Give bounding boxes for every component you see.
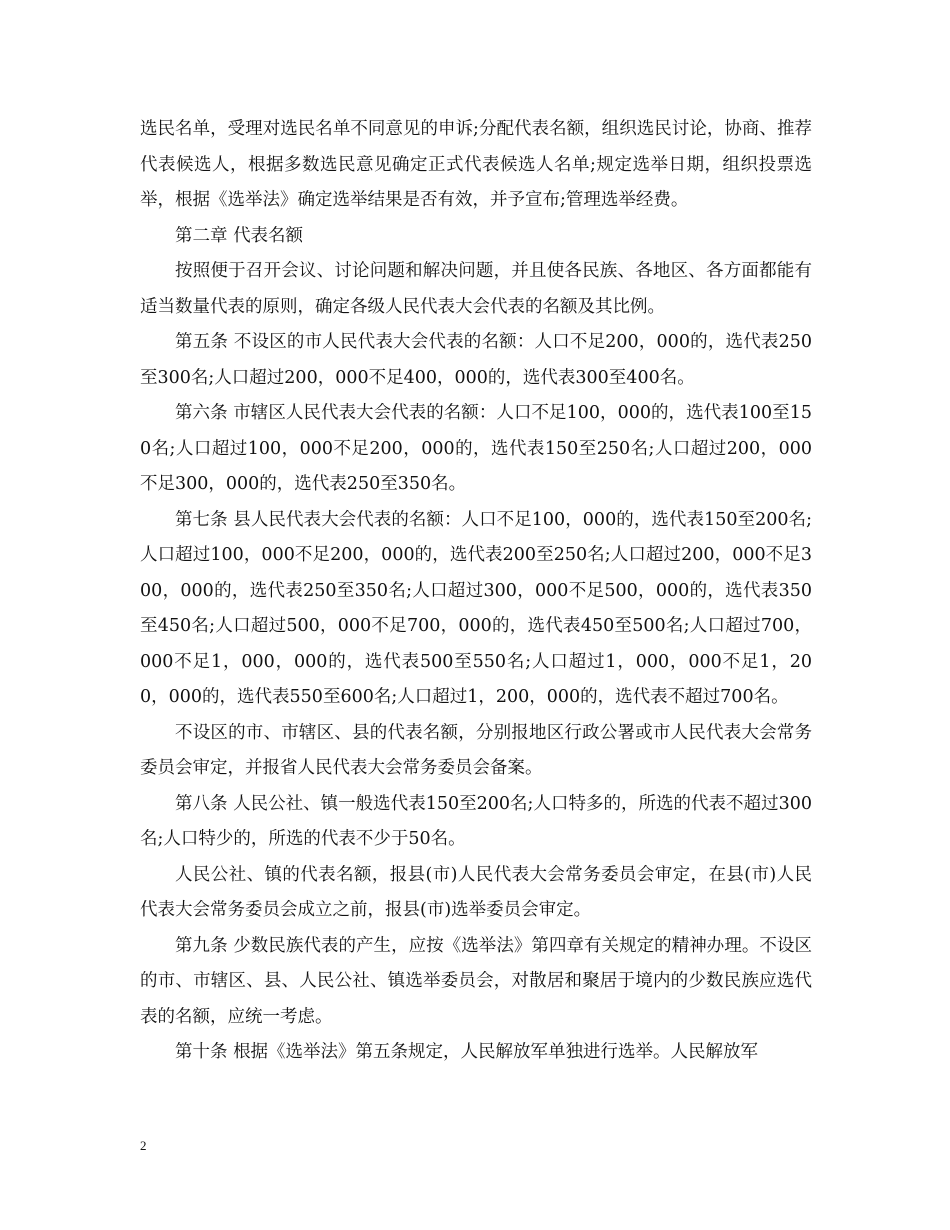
document-body xyxy=(140,112,812,1071)
article-8: 第八条 人民公社、镇一般选代表150至200名;人口特多的，所选的代表不超过300名;人口特少的，所选的代表不少于50名。 xyxy=(140,793,812,849)
paragraph-9: 人民公社、镇的代表名额，报县(市)人民代表大会常务委员会审定，在县(市)人民代表大会常务委员会成立之前，报县(市)选举委员会审定。 xyxy=(140,864,812,920)
paragraph-1: 选民名单，受理对选民名单不同意见的申诉;分配代表名额，组织选民讨论，协商、推荐代表候选人，根据多数选民意见确定正式代表候选人名单;规定选举日期，组织投票选举，根据《选举法》确定选举结果是否有效，并予宣布;管理选举经费。 xyxy=(140,119,812,210)
article-9: 第九条 少数民族代表的产生，应按《选举法》第四章有关规定的精神办理。不设区的市、市辖区、县、人民公社、镇选举委员会，对散居和聚居于境内的少数民族应选代表的名额，应统一考虑。 xyxy=(140,935,812,1027)
article-7: 第七条 县人民代表大会代表的名额：人口不足100，000的，选代表150至200名;人口超过100，000不足200，000的，选代表200至250名;人口超过200，000不足300，000的，选代表250至350名;人口超过300，000不足500，000的，选代表350至450名;人口超过500，000不足700，000的，选代表450至500名;人口超过700，000不足1，000，000的，选代表500至550名;人口超过1，000，000不足1，200，000的，选代表550至600名;人口超过1，200，000的，选代表不超过700名。 xyxy=(140,509,812,707)
chapter-heading: 第二章 代表名额 xyxy=(175,225,304,246)
article-6: 第六条 市辖区人民代表大会代表的名额：人口不足100，000的，选代表100至150名;人口超过100，000不足200，000的，选代表150至250名;人口超过200，000不足300，000的，选代表250至350名。 xyxy=(140,403,812,494)
page-number: 2 xyxy=(140,1138,147,1153)
paragraph-7: 不设区的市、市辖区、县的代表名额，分别报地区行政公署或市人民代表大会常务委员会审定，并报省人民代表大会常务委员会备案。 xyxy=(140,722,812,778)
article-10: 第十条 根据《选举法》第五条规定，人民解放军单独进行选举。人民解放军 xyxy=(175,1042,759,1062)
article-5: 第五条 不设区的市人民代表大会代表的名额：人口不足200，000的，选代表250至300名;人口超过200，000不足400，000的，选代表300至400名。 xyxy=(140,332,812,388)
paragraph-3: 按照便于召开会议、讨论问题和解决问题，并且使各民族、各地区、各方面都能有适当数量代表的原则，确定各级人民代表大会代表的名额及其比例。 xyxy=(140,261,812,317)
